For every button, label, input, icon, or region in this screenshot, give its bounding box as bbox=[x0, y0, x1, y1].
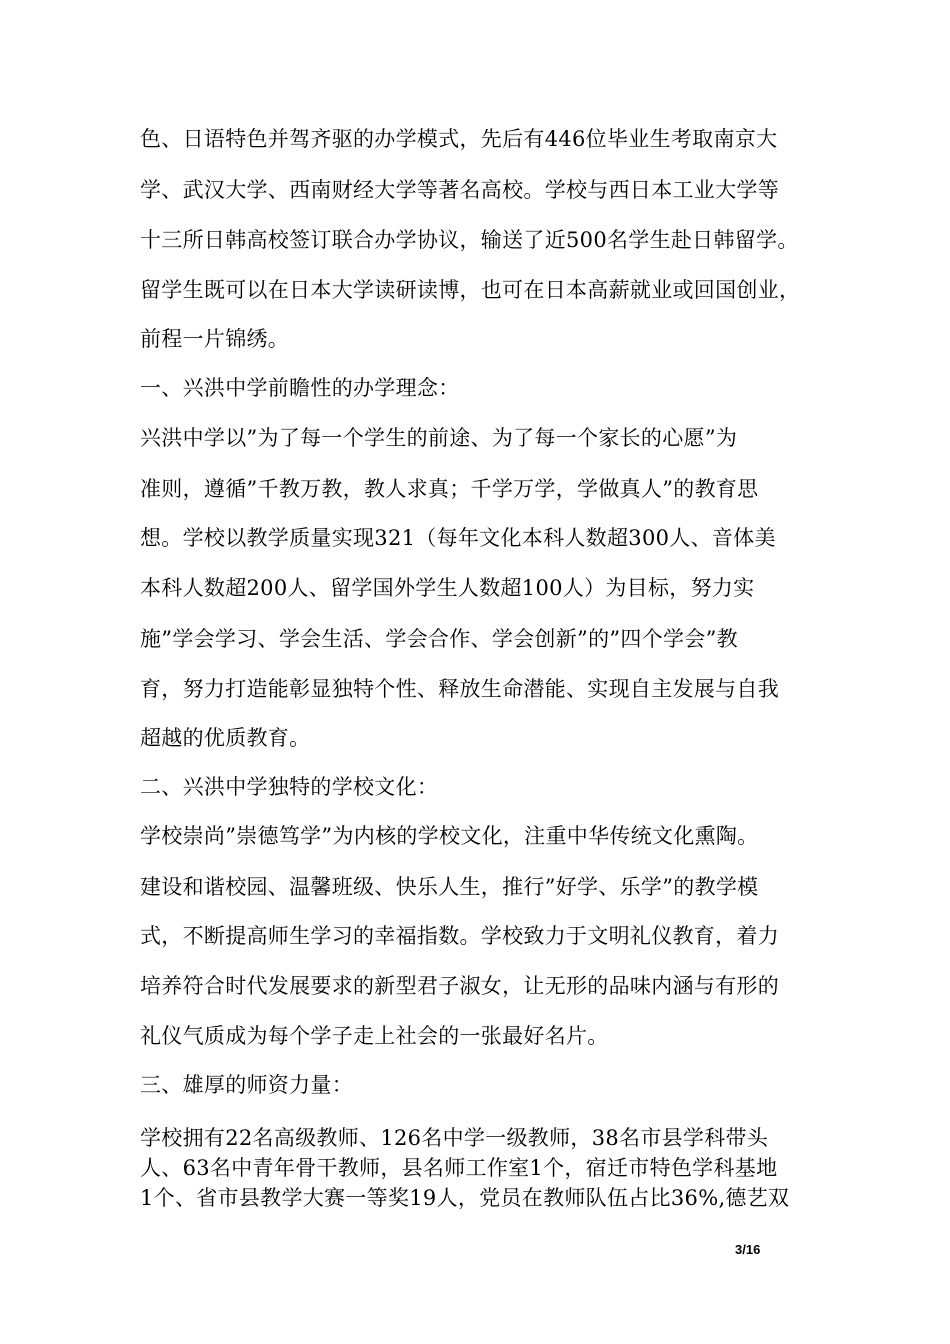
text-line: 礼仪气质成为每个学子走上社会的一张最好名片。 bbox=[140, 1024, 609, 1048]
text-line: 育，努力打造能彰显独特个性、释放生命潜能、实现自主发展与自我 bbox=[140, 677, 779, 701]
text-line: 前程一片锦绣。 bbox=[140, 327, 290, 351]
text-line: 十三所日韩高校签订联合办学协议，输送了近500名学生赴日韩留学。 bbox=[140, 228, 799, 252]
text-line: 本科人数超200人、留学国外学生人数超100人）为目标，努力实 bbox=[140, 576, 755, 600]
text-line: 培养符合时代发展要求的新型君子淑女，让无形的品味内涵与有形的 bbox=[140, 974, 779, 998]
text-line: 学校拥有22名高级教师、126名中学一级教师，38名市县学科带头 bbox=[140, 1126, 769, 1150]
section-heading: 三、雄厚的师资力量： bbox=[140, 1073, 353, 1097]
text-line: 学校崇尚”崇德笃学”为内核的学校文化，注重中华传统文化熏陶。 bbox=[140, 824, 759, 848]
text-line: 超越的优质教育。 bbox=[140, 726, 311, 750]
text-line: 学、武汉大学、西南财经大学等著名高校。学校与西日本工业大学等 bbox=[140, 178, 779, 202]
text-line: 兴洪中学以”为了每一个学生的前途、为了每一个家长的心愿”为 bbox=[140, 426, 738, 450]
text-line: 色、日语特色并驾齐驱的办学模式，先后有446位毕业生考取南京大 bbox=[140, 127, 778, 151]
text-line: 人、63名中青年骨干教师，县名师工作室1个，宿迁市特色学科基地 bbox=[140, 1156, 778, 1180]
text-line: 1个、省市县教学大赛一等奖19人，党员在教师队伍占比36%,德艺双 bbox=[140, 1186, 790, 1210]
text-line: 准则，遵循”千教万教，教人求真；千学万学，学做真人”的教育思 bbox=[140, 477, 759, 501]
section-heading: 一、兴洪中学前瞻性的办学理念： bbox=[140, 376, 460, 400]
text-line: 式，不断提高师生学习的幸福指数。学校致力于文明礼仪教育，着力 bbox=[140, 924, 779, 948]
text-line: 留学生既可以在日本大学读研读博，也可在日本高薪就业或回国创业， bbox=[140, 278, 801, 302]
page-number: 3/16 bbox=[735, 1242, 761, 1257]
text-line: 想。学校以教学质量实现321（每年文化本科人数超300人、音体美 bbox=[140, 526, 776, 550]
text-line: 建设和谐校园、温馨班级、快乐人生，推行”好学、乐学”的教学模 bbox=[140, 875, 759, 899]
section-heading: 二、兴洪中学独特的学校文化： bbox=[140, 775, 439, 799]
text-line: 施”学会学习、学会生活、学会合作、学会创新”的”四个学会”教 bbox=[140, 627, 738, 651]
